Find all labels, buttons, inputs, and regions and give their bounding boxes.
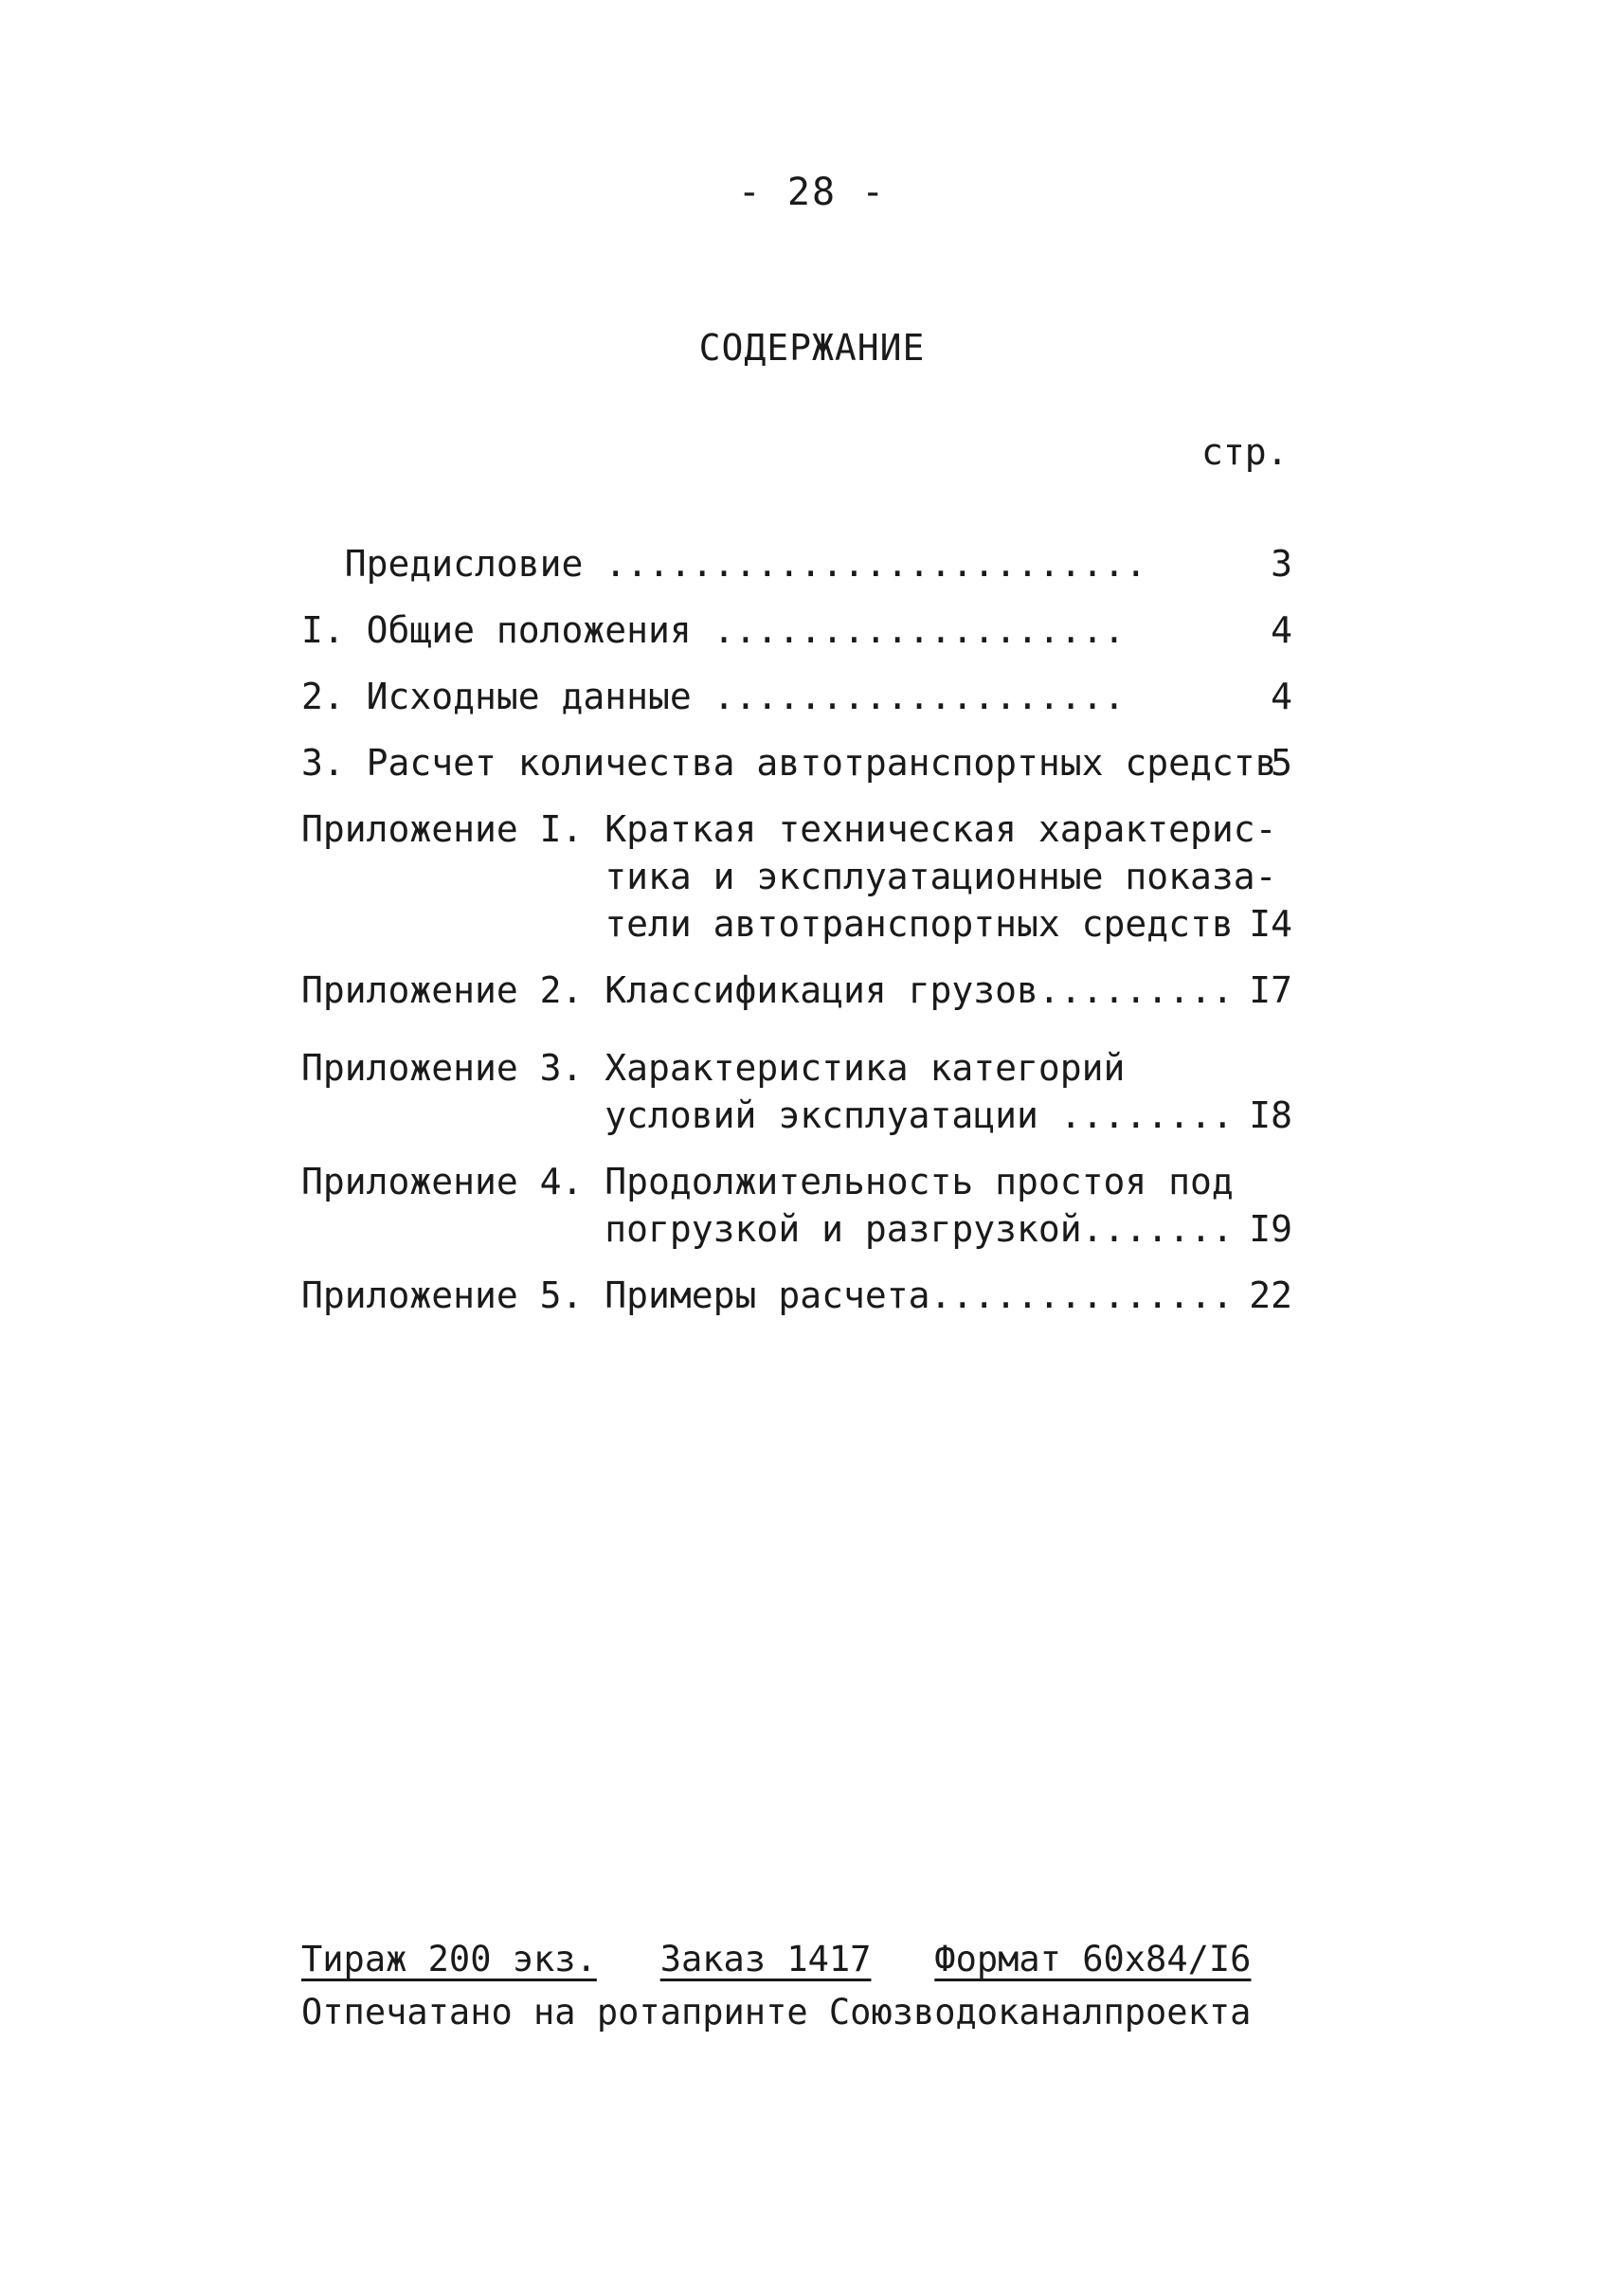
page-number: - 28 - xyxy=(737,171,887,214)
imprint-details xyxy=(301,1933,1362,1986)
toc-entry-page: 5 xyxy=(1271,742,1292,784)
toc-entry-page: 22 xyxy=(1249,1274,1292,1316)
toc-entry-title: 2. Исходные данные ................... xyxy=(301,676,1126,717)
toc-entry-appendix-3 xyxy=(301,1044,1353,1139)
toc-entry-title: Приложение 2. Классификация грузов......... xyxy=(301,969,1234,1011)
toc-entry-page: I7 xyxy=(1249,969,1292,1011)
toc-entry-title: Предисловие ......................... xyxy=(301,543,1147,585)
toc-entry-title: I. Общие положения ................... xyxy=(301,609,1126,651)
toc-entry-page: I9 xyxy=(1249,1208,1292,1250)
page-title: СОДЕРЖАНИЕ xyxy=(698,327,926,369)
toc-entry-preface xyxy=(301,540,1353,587)
toc-entry-page: 3 xyxy=(1271,543,1292,585)
toc-entry-appendix-2 xyxy=(301,967,1353,1014)
toc-entry-general xyxy=(301,606,1353,654)
paper-format: Формат 60х84/I6 xyxy=(934,1939,1252,1979)
print-run: Тираж 200 экз. xyxy=(301,1939,597,1979)
toc-entry-calculation xyxy=(301,739,1353,786)
toc-entry-appendix-5 xyxy=(301,1272,1353,1319)
order-number: Заказ 1417 xyxy=(659,1939,872,1979)
toc-entry-page: 4 xyxy=(1271,609,1292,651)
toc-entry-page: I8 xyxy=(1249,1094,1292,1136)
toc-entry-page: 4 xyxy=(1271,676,1292,717)
toc-entry-title-line: погрузкой и разгрузкой....... xyxy=(301,1208,1234,1250)
toc-entry-title-line: Приложение 4. Продолжительность простоя под xyxy=(301,1161,1234,1202)
page-column-label: стр. xyxy=(1201,431,1289,473)
toc-entry-title-line: тели автотранспортных средств xyxy=(301,903,1234,945)
table-of-contents xyxy=(301,540,1353,1338)
toc-entry-title-line: Приложение I. Краткая техническая характерис- xyxy=(301,808,1277,850)
toc-entry-source-data xyxy=(301,673,1353,720)
toc-entry-title: 3. Расчет количества автотранспортных средств xyxy=(301,742,1277,784)
imprint-footer xyxy=(301,1933,1362,2039)
toc-entry-appendix-1 xyxy=(301,805,1353,948)
toc-entry-title: Приложение 5. Примеры расчета.............. xyxy=(301,1274,1234,1316)
printed-by: Отпечатано на ротапринте Союзводоканалпроекта xyxy=(301,1992,1252,2033)
toc-entry-title-line: условий эксплуатации ........ xyxy=(301,1094,1234,1136)
toc-entry-title-line: тика и эксплуатационные показа- xyxy=(301,856,1277,897)
toc-entry-title-line: Приложение 3. Характеристика категорий xyxy=(301,1047,1126,1089)
toc-entry-page: I4 xyxy=(1249,903,1292,945)
toc-entry-appendix-4 xyxy=(301,1158,1353,1253)
